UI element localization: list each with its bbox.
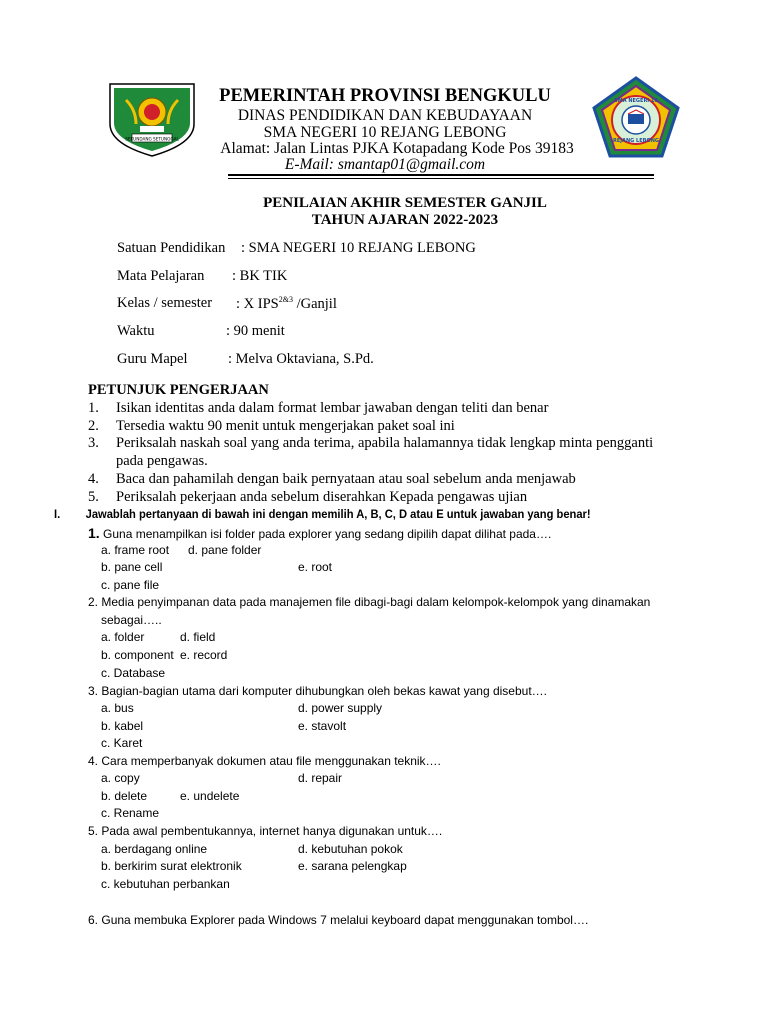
question-2 (88, 595, 650, 609)
section-number: I. (54, 507, 61, 521)
option-e: e. root (298, 560, 333, 574)
direction-text: Tersedia waktu 90 menit untuk mengerjakan paket soal ini (116, 418, 455, 434)
option-b: b. component (101, 648, 174, 662)
info-label: Kelas / semester (117, 295, 213, 311)
option-b: b. berkirim surat elektronik (101, 859, 242, 873)
question-number: 4. (88, 754, 99, 768)
direction-text-continued: pada pengawas. (116, 453, 208, 469)
option-e: e. record (180, 648, 228, 662)
info-value (236, 295, 337, 313)
school-logo-text-bottom: REJANG LEBONG (613, 138, 659, 144)
direction-num: 2. (88, 418, 99, 434)
school-emblem-logo (588, 76, 684, 160)
class-superscript: 2&3 (278, 295, 293, 304)
option-d: d. field (180, 630, 216, 644)
option-c: c. Database (101, 666, 166, 680)
question-text: Media penyimpanan data pada manajemen file dibagi-bagi dalam kelompok-kelompok yang dinamakan (101, 595, 651, 609)
header-divider-thick (228, 174, 654, 176)
direction-text: Isikan identitas anda dalam format lembar jawaban dengan teliti dan benar (116, 400, 549, 416)
question-text-continued: sebagai….. (101, 613, 162, 627)
question-text: Guna menampilkan isi folder pada explorer yang sedang dipilih dapat dilihat pada…. (103, 527, 552, 541)
province-emblem-logo (106, 80, 198, 158)
info-value: : Melva Oktaviana, S.Pd. (228, 351, 374, 367)
header-divider-thin (228, 178, 654, 179)
header-email: E-Mail: smantap01@gmail.com (284, 156, 486, 173)
direction-num: 4. (88, 471, 99, 487)
emblem-motto: SEKUNDANG SETUNGGAL (125, 136, 179, 142)
option-b: b. kabel (101, 719, 144, 733)
question-text: Guna membuka Explorer pada Windows 7 melalui keyboard dapat menggunakan tombol…. (101, 913, 589, 927)
exam-year: TAHUN AJARAN 2022-2023 (311, 212, 499, 228)
info-label: Guru Mapel (117, 351, 188, 367)
section-instruction: Jawablah pertanyaan di bawah ini dengan memilih A, B, C, D atau E untuk jawaban yang benar! (85, 507, 591, 521)
question-text: Cara memperbanyak dokumen atau file menggunakan teknik…. (101, 754, 441, 768)
option-a: a. berdagang online (101, 842, 208, 856)
question-number: 2. (88, 595, 99, 609)
option-a: a. folder (101, 630, 145, 644)
option-d: d. repair (298, 771, 343, 785)
info-label: Mata Pelajaran (117, 268, 205, 284)
option-a: a. bus (101, 701, 134, 715)
info-label: Waktu (117, 323, 155, 339)
question-1 (88, 525, 551, 541)
question-number: 6. (88, 913, 99, 927)
class-semester: /Ganjil (292, 295, 337, 312)
direction-text: Periksalah naskah soal yang anda terima, apabila halamannya tidak lengkap minta pengganti (116, 435, 654, 451)
question-5 (88, 824, 442, 838)
direction-num: 1. (88, 400, 99, 416)
question-text: Bagian-bagian utama dari komputer dihubungkan oleh bekas kawat yang disebut…. (101, 684, 547, 698)
direction-text: Baca dan pahamilah dengan baik pernyataan atau soal sebelum anda menjawab (116, 471, 576, 487)
option-c: c. pane file (101, 578, 160, 592)
info-value: : SMA NEGERI 10 REJANG LEBONG (241, 240, 476, 256)
direction-num: 3. (88, 435, 99, 451)
option-a: a. frame root (101, 543, 170, 557)
question-text: Pada awal pembentukannya, internet hanya digunakan untuk…. (101, 824, 443, 838)
header-address: Alamat: Jalan Lintas PJKA Kotapadang Kode Pos 39183 (220, 140, 574, 157)
option-c: c. Rename (101, 806, 160, 820)
question-number: 5. (88, 824, 99, 838)
option-d: d. pane folder (188, 543, 262, 557)
option-e: e. stavolt (298, 719, 347, 733)
option-b: b. pane cell (101, 560, 163, 574)
exam-title: PENILAIAN AKHIR SEMESTER GANJIL (263, 195, 547, 211)
question-3 (88, 684, 547, 698)
option-b: b. delete (101, 789, 148, 803)
direction-num: 5. (88, 489, 99, 505)
class-value: : X IPS (236, 295, 279, 312)
option-c: c. Karet (101, 736, 143, 750)
question-4 (88, 754, 441, 768)
option-a: a. copy (101, 771, 140, 785)
option-d: d. kebutuhan pokok (298, 842, 403, 856)
info-value: : 90 menit (226, 323, 285, 339)
direction-text: Periksalah pekerjaan anda sebelum diserahkan Kepada pengawas ujian (116, 489, 528, 505)
question-6 (88, 913, 588, 927)
question-number: 3. (88, 684, 99, 698)
header-department: DINAS PENDIDIKAN DAN KEBUDAYAAN (237, 107, 533, 124)
info-label: Satuan Pendidikan (117, 240, 226, 256)
question-number: 1. (88, 525, 100, 541)
option-e: e. undelete (180, 789, 240, 803)
option-c: c. kebutuhan perbankan (101, 877, 230, 891)
info-value: : BK TIK (232, 268, 288, 284)
option-d: d. power supply (298, 701, 383, 715)
directions-heading: PETUNJUK PENGERJAAN (88, 382, 269, 398)
school-logo-text-top: SMA NEGERI 10 (614, 98, 658, 104)
header-government-title: PEMERINTAH PROVINSI BENGKULU (219, 86, 551, 106)
header-school-name: SMA NEGERI 10 REJANG LEBONG (263, 124, 507, 141)
option-e: e. sarana pelengkap (298, 859, 407, 873)
